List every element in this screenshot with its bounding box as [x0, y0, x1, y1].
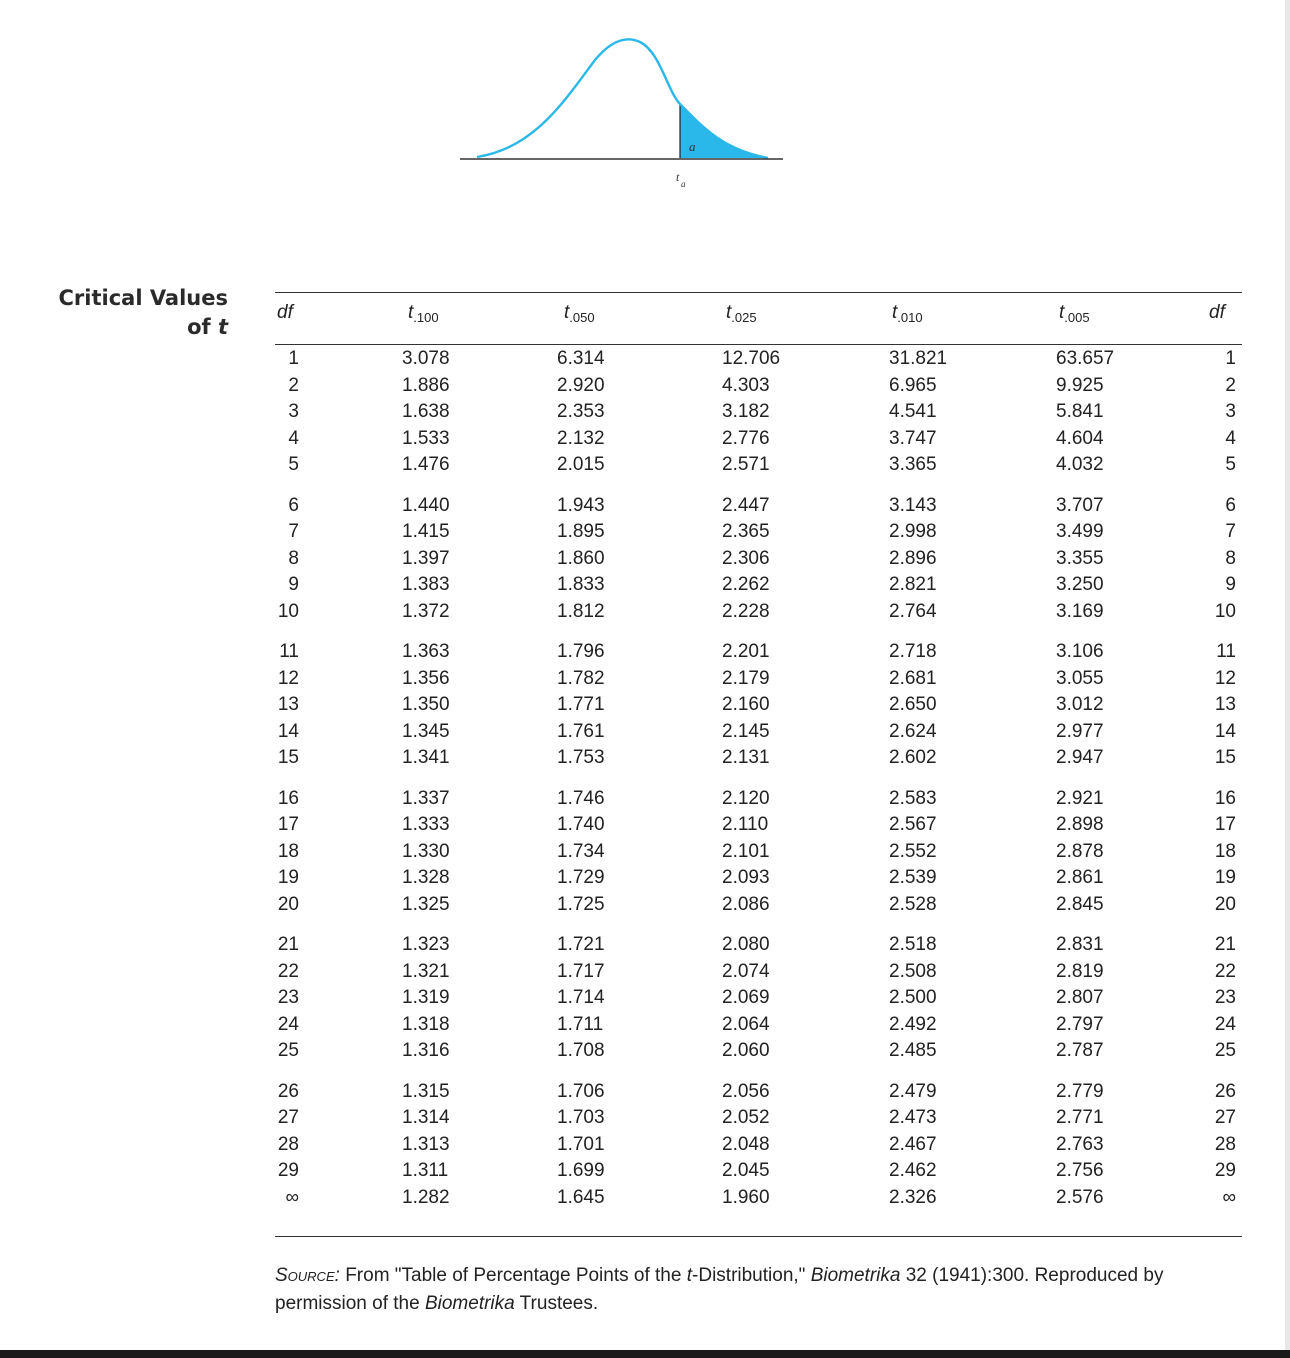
table-cell: 2.201: [722, 641, 770, 662]
table-cell: 22: [277, 960, 299, 982]
table-cell: 25: [277, 1040, 299, 1061]
table-cell: 2.567: [889, 814, 937, 835]
table-cell: 20: [1214, 893, 1236, 915]
source-label: Source:: [275, 1265, 340, 1286]
group-spacer: [1056, 772, 1114, 786]
side-title-line2: of t: [187, 315, 228, 339]
table-cell: 2.681: [889, 667, 937, 689]
table-cell: 1.729: [557, 867, 605, 888]
group-spacer: [402, 918, 450, 932]
table-cell: 26: [277, 1080, 299, 1102]
table-cell: 1.319: [402, 987, 450, 1008]
group-spacer: [1210, 479, 1236, 493]
table-cell: 2.069: [722, 987, 770, 1008]
table-cell: 9: [1225, 574, 1236, 595]
table-cell: 2.228: [722, 600, 770, 622]
group-spacer: [722, 772, 780, 786]
table-cell: 1.645: [557, 1186, 605, 1208]
group-spacer: [889, 479, 947, 493]
column-t050: [557, 346, 605, 1211]
table-cell: 29: [277, 1160, 299, 1181]
header-df-right: df: [1209, 302, 1225, 323]
table-cell: 2.878: [1056, 840, 1104, 862]
side-title-line1: Critical Values: [58, 286, 228, 310]
table-cell: 7: [1225, 521, 1236, 542]
table-cell: 8: [1225, 547, 1236, 569]
table-cell: 2.120: [722, 787, 770, 809]
table-cell: 1.356: [402, 667, 450, 689]
table-cell: 1.318: [402, 1013, 450, 1035]
table-cell: 1.699: [557, 1160, 605, 1181]
table-bottom-rule: [275, 1236, 1242, 1237]
table-cell: 1.753: [557, 747, 605, 768]
table-cell: 4: [288, 427, 299, 449]
table-cell: 2.101: [722, 840, 770, 862]
column-t005: [1056, 346, 1114, 1211]
table-cell: 1.711: [557, 1013, 604, 1035]
table-cell: 27: [1214, 1107, 1236, 1128]
group-spacer: [1056, 1065, 1114, 1079]
table-cell: 1.782: [557, 667, 605, 689]
table-cell: 5: [1225, 454, 1236, 475]
table-cell: 2.797: [1056, 1013, 1104, 1035]
table-cell: 2.365: [722, 521, 770, 542]
table-cell: 2: [288, 374, 299, 396]
table-cell: 1.740: [557, 814, 605, 835]
group-spacer: [557, 918, 605, 932]
table-cell: 28: [1214, 1133, 1236, 1155]
table-cell: 31.821: [889, 348, 948, 369]
group-spacer: [275, 479, 299, 493]
group-spacer: [722, 479, 780, 493]
table-cell: 3.355: [1056, 547, 1104, 569]
table-cell: 22: [1214, 960, 1236, 982]
table-cell: 11: [279, 641, 299, 662]
table-cell: 23: [277, 987, 299, 1008]
table-cell: 2.326: [889, 1186, 937, 1208]
table-cell: 2.500: [889, 987, 937, 1008]
group-spacer: [1056, 918, 1114, 932]
group-spacer: [275, 625, 299, 639]
table-cell: 1.960: [722, 1186, 770, 1208]
table-cell: 1.761: [557, 720, 605, 742]
table-cell: 1.703: [557, 1107, 605, 1128]
table-cell: ∞: [285, 1186, 299, 1208]
table-cell: 6: [1225, 494, 1236, 516]
table-cell: 1.725: [557, 893, 605, 915]
table-cell: 26: [1214, 1080, 1236, 1102]
table-cell: 2.110: [722, 814, 769, 835]
table-cell: 2.571: [722, 454, 770, 475]
table-cell: 1.706: [557, 1080, 605, 1102]
table-cell: 2.052: [722, 1107, 770, 1128]
table-cell: 24: [1214, 1013, 1236, 1035]
table-cell: 14: [277, 720, 299, 742]
table-cell: 2.064: [722, 1013, 770, 1035]
header-t010: $t_{.010}$: [892, 302, 923, 325]
group-spacer: [402, 479, 450, 493]
table-cell: 6.314: [557, 348, 605, 369]
table-cell: 1.638: [402, 401, 450, 422]
table-cell: 2.819: [1056, 960, 1104, 982]
table-cell: 2.583: [889, 787, 937, 809]
table-cell: 16: [277, 787, 299, 809]
column-t100: [402, 346, 450, 1211]
table-top-rule: [275, 292, 1242, 293]
table-cell: 1.316: [402, 1040, 450, 1061]
group-spacer: [557, 479, 605, 493]
group-spacer: [275, 1065, 299, 1079]
table-cell: 7: [288, 521, 299, 542]
table-cell: 5: [288, 454, 299, 475]
table-cell: 2.086: [722, 893, 770, 915]
table-cell: 2.845: [1056, 893, 1104, 915]
window-edge: [1285, 0, 1290, 1358]
table-cell: 1.796: [557, 641, 605, 662]
group-spacer: [275, 918, 299, 932]
table-cell: 1: [288, 348, 299, 369]
source-note: Source: From "Table of Percentage Points of the t-Distribution," Biometrika 32 (1941):300. Reproduced by permission of the Biometrika Trustees.: [275, 1265, 1164, 1314]
table-cell: 2.132: [557, 427, 605, 449]
table-cell: 6: [288, 494, 299, 516]
header-df-left: df: [277, 302, 293, 323]
table-cell: 2.764: [889, 600, 937, 622]
table-cell: 2.473: [889, 1107, 937, 1128]
table-cell: 2.861: [1056, 867, 1104, 888]
table-cell: 1.282: [402, 1186, 450, 1208]
group-spacer: [557, 625, 605, 639]
area-label: a: [689, 139, 696, 154]
table-cell: 1.323: [402, 934, 450, 955]
group-spacer: [1056, 625, 1114, 639]
table-cell: 29: [1214, 1160, 1236, 1181]
table-cell: 5.841: [1056, 401, 1104, 422]
column-df-left: [275, 346, 299, 1211]
table-cell: 12: [1214, 667, 1236, 689]
table-cell: 18: [1214, 840, 1236, 862]
table-cell: 2.462: [889, 1160, 937, 1181]
table-cell: 1.350: [402, 694, 450, 715]
group-spacer: [1210, 772, 1236, 786]
group-spacer: [275, 772, 299, 786]
table-cell: 3.499: [1056, 521, 1104, 542]
table-cell: 3.707: [1056, 494, 1104, 516]
table-cell: 2.807: [1056, 987, 1104, 1008]
group-spacer: [889, 1065, 947, 1079]
table-cell: 1.717: [557, 960, 605, 982]
table-cell: 3.106: [1056, 641, 1104, 662]
table-cell: 2.624: [889, 720, 937, 742]
table-cell: 63.657: [1056, 348, 1115, 369]
table-cell: 9: [288, 574, 299, 595]
table-cell: 1.701: [557, 1133, 605, 1155]
table-cell: 21: [277, 934, 299, 955]
table-cell: 4: [1225, 427, 1236, 449]
table-cell: 2.060: [722, 1040, 770, 1061]
table-cell: 2.771: [1056, 1107, 1104, 1128]
table-cell: 8: [288, 547, 299, 569]
table-cell: 2.787: [1056, 1040, 1104, 1061]
header-t100: $t_{.100}$: [408, 302, 439, 325]
table-cell: 1.943: [557, 494, 605, 516]
group-spacer: [722, 1065, 780, 1079]
table-cell: 1.345: [402, 720, 450, 742]
table-cell: 2.650: [889, 694, 937, 715]
column-df-right: [1210, 346, 1236, 1211]
table-cell: 2.485: [889, 1040, 937, 1061]
table-cell: 15: [277, 747, 299, 768]
table-cell: 4.604: [1056, 427, 1104, 449]
table-cell: 3.055: [1056, 667, 1104, 689]
table-cell: 2.074: [722, 960, 770, 982]
table-cell: 2.576: [1056, 1186, 1104, 1208]
group-spacer: [1056, 479, 1114, 493]
table-cell: 2.779: [1056, 1080, 1104, 1102]
table-cell: 25: [1214, 1040, 1236, 1061]
table-cell: 3.747: [889, 427, 937, 449]
group-spacer: [402, 625, 450, 639]
table-cell: 2.920: [557, 374, 605, 396]
table-cell: 1.440: [402, 494, 450, 516]
table-cell: 1.341: [402, 747, 450, 768]
table-cell: 28: [277, 1133, 299, 1155]
table-cell: 13: [277, 694, 299, 715]
table-cell: 1.771: [557, 694, 605, 715]
group-spacer: [1210, 918, 1236, 932]
table-cell: 2.602: [889, 747, 937, 768]
table-cell: 19: [1214, 867, 1236, 888]
header-t005: $t_{.005}$: [1059, 302, 1090, 325]
table-cell: 2.552: [889, 840, 937, 862]
table-cell: 2.756: [1056, 1160, 1104, 1181]
group-spacer: [722, 918, 780, 932]
table-cell: 1.383: [402, 574, 450, 595]
table-cell: 1: [1225, 348, 1236, 369]
table-cell: 18: [277, 840, 299, 862]
table-cell: 2: [1225, 374, 1236, 396]
table-cell: 1.886: [402, 374, 450, 396]
table-cell: 2.921: [1056, 787, 1104, 809]
table-cell: 12.706: [722, 348, 781, 369]
table-cell: 1.333: [402, 814, 450, 835]
table-cell: 2.718: [889, 641, 937, 662]
table-cell: 2.998: [889, 521, 937, 542]
group-spacer: [1210, 1065, 1236, 1079]
table-cell: 2.160: [722, 694, 770, 715]
table-cell: 1.533: [402, 427, 450, 449]
table-cell: 2.896: [889, 547, 937, 569]
table-cell: 1.734: [557, 840, 605, 862]
table-cell: 2.093: [722, 867, 770, 888]
table-cell: 23: [1214, 987, 1236, 1008]
group-spacer: [1210, 625, 1236, 639]
table-cell: 1.311: [402, 1160, 449, 1181]
table-cell: 16: [1214, 787, 1236, 809]
table-cell: 2.518: [889, 934, 937, 955]
table-cell: 2.179: [722, 667, 770, 689]
table-cell: 17: [1214, 814, 1236, 835]
table-cell: 2.080: [722, 934, 770, 955]
table-cell: 1.313: [402, 1133, 450, 1155]
table-cell: 1.708: [557, 1040, 605, 1061]
table-cell: 1.415: [402, 521, 450, 542]
axis-label-sub: a: [681, 179, 686, 189]
axis-label-t: t: [676, 170, 680, 184]
group-spacer: [557, 1065, 605, 1079]
group-spacer: [402, 772, 450, 786]
table-cell: 27: [277, 1107, 299, 1128]
table-cell: 2.447: [722, 494, 770, 516]
table-cell: 2.015: [557, 454, 605, 475]
table-cell: ∞: [1222, 1186, 1236, 1208]
table-cell: 1.812: [557, 600, 605, 622]
table-side-title: [18, 284, 228, 342]
table-cell: 1.833: [557, 574, 605, 595]
table-cell: 2.763: [1056, 1133, 1104, 1155]
column-t010: [889, 346, 947, 1211]
table-cell: 1.328: [402, 867, 450, 888]
group-spacer: [402, 1065, 450, 1079]
table-cell: 2.353: [557, 401, 605, 422]
table-cell: 15: [1214, 747, 1236, 768]
header-t050: $t_{.050}$: [564, 302, 595, 325]
table-cell: 1.330: [402, 840, 450, 862]
table-cell: 3.143: [889, 494, 937, 516]
table-cell: 10: [277, 600, 299, 622]
table-cell: 2.539: [889, 867, 937, 888]
table-cell: 2.467: [889, 1133, 937, 1155]
table-cell: 2.131: [722, 747, 770, 768]
table-cell: 1.895: [557, 521, 605, 542]
table-cell: 19: [277, 867, 299, 888]
table-cell: 11: [1216, 641, 1236, 662]
table-header-rule: [275, 344, 1242, 345]
table-cell: 12: [277, 667, 299, 689]
table-cell: 1.325: [402, 893, 450, 915]
table-cell: 1.860: [557, 547, 605, 569]
table-cell: 3.012: [1056, 694, 1104, 715]
table-cell: 24: [277, 1013, 299, 1035]
table-cell: 1.337: [402, 787, 450, 809]
group-spacer: [722, 625, 780, 639]
group-spacer: [889, 625, 947, 639]
table-cell: 2.898: [1056, 814, 1104, 835]
table-cell: 2.048: [722, 1133, 770, 1155]
table-cell: 4.541: [889, 401, 937, 422]
table-cell: 1.315: [402, 1080, 450, 1102]
table-cell: 3.365: [889, 454, 937, 475]
table-cell: 1.314: [402, 1107, 450, 1128]
table-cell: 3: [288, 401, 299, 422]
group-spacer: [889, 918, 947, 932]
table-cell: 2.821: [889, 574, 937, 595]
table-cell: 1.363: [402, 641, 450, 662]
table-cell: 3.169: [1056, 600, 1104, 622]
table-cell: 4.303: [722, 374, 770, 396]
table-cell: 14: [1214, 720, 1236, 742]
table-cell: 3: [1225, 401, 1236, 422]
table-cell: 2.479: [889, 1080, 937, 1102]
table-cell: 2.776: [722, 427, 770, 449]
table-cell: 2.977: [1056, 720, 1104, 742]
bottom-bar: [0, 1350, 1290, 1358]
table-cell: 2.145: [722, 720, 770, 742]
group-spacer: [557, 772, 605, 786]
table-cell: 10: [1214, 600, 1236, 622]
table-cell: 17: [277, 814, 299, 835]
bell-curve: [477, 39, 768, 158]
table-cell: 2.508: [889, 960, 937, 982]
table-cell: 20: [277, 893, 299, 915]
table-cell: 2.947: [1056, 747, 1104, 768]
table-cell: 1.714: [557, 987, 605, 1008]
group-spacer: [889, 772, 947, 786]
column-t025: [722, 346, 780, 1211]
table-cell: 1.397: [402, 547, 450, 569]
table-cell: 3.078: [402, 348, 450, 369]
table-cell: 2.262: [722, 574, 770, 595]
table-cell: 13: [1214, 694, 1236, 715]
table-cell: 2.831: [1056, 934, 1104, 955]
table-cell: 3.250: [1056, 574, 1104, 595]
table-cell: 2.056: [722, 1080, 770, 1102]
table-cell: 1.321: [402, 960, 450, 982]
t-distribution-figure: [455, 30, 785, 195]
header-t025: $t_{.025}$: [726, 302, 757, 325]
table-cell: 1.746: [557, 787, 605, 809]
table-cell: 6.965: [889, 374, 937, 396]
table-cell: 2.306: [722, 547, 770, 569]
table-cell: 4.032: [1056, 454, 1104, 475]
table-cell: 2.528: [889, 893, 937, 915]
table-cell: 9.925: [1056, 374, 1104, 396]
table-cell: 2.492: [889, 1013, 937, 1035]
table-cell: 2.045: [722, 1160, 770, 1181]
table-cell: 1.721: [557, 934, 605, 955]
table-cell: 1.372: [402, 600, 450, 622]
table-cell: 21: [1214, 934, 1236, 955]
table-cell: 1.476: [402, 454, 450, 475]
table-cell: 3.182: [722, 401, 770, 422]
